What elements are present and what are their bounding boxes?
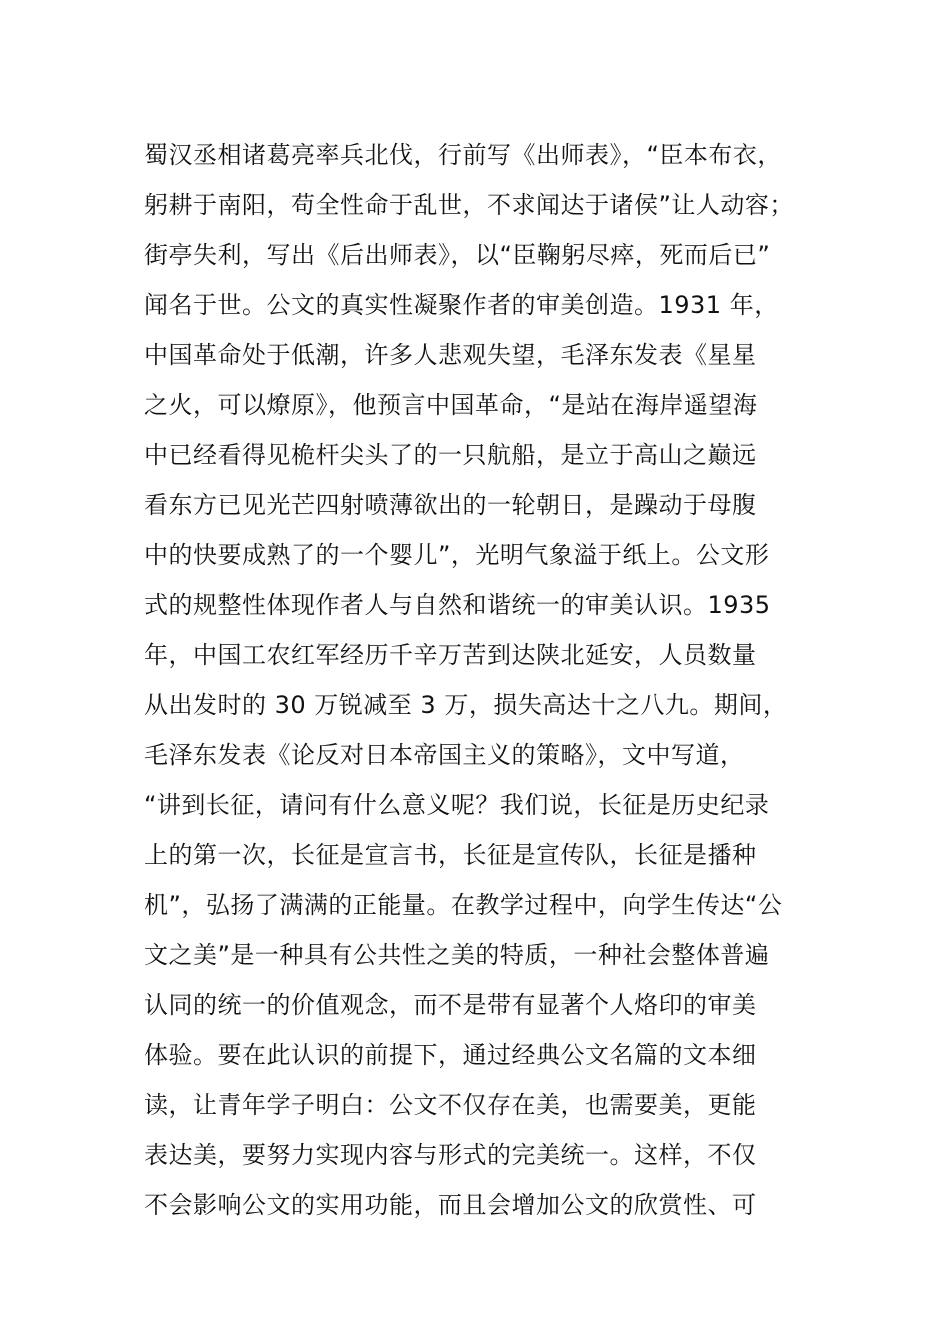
- text-line: 上的第一次，长征是宣言书，长征是宣传队，长征是播种: [144, 841, 757, 869]
- text-line: 读，让青年学子明白：公文不仅存在美，也需要美，更能: [144, 1091, 757, 1119]
- text-line: 表达美，要努力实现内容与形式的完美统一。这样，不仅: [144, 1141, 757, 1169]
- text-line: 闻名于世。公文的真实性凝聚作者的审美创造。1931 年，: [144, 291, 779, 319]
- text-line: 看东方已见光芒四射喷薄欲出的一轮朝日，是躁动于母腹: [144, 491, 757, 519]
- text-line: 街亭失利，写出《后出师表》，以“臣鞠躬尽瘁，死而后已”: [144, 241, 771, 269]
- text-line: 认同的统一的价值观念，而不是带有显著个人烙印的审美: [144, 991, 757, 1019]
- text-line: 之火，可以燎原》，他预言中国革命，“是站在海岸遥望海: [144, 391, 758, 419]
- text-line: 中已经看得见桅杆尖头了的一只航船，是立于高山之巅远: [144, 441, 757, 469]
- text-line: 机”，弘扬了满满的正能量。在教学过程中，向学生传达“公: [144, 891, 783, 919]
- text-line: 蜀汉丞相诸葛亮率兵北伐，行前写《出师表》，“臣本布衣，: [144, 141, 782, 169]
- text-line: 体验。要在此认识的前提下，通过经典公文名篇的文本细: [144, 1041, 757, 1069]
- text-line: 中国革命处于低潮，许多人悲观失望，毛泽东发表《星星: [144, 341, 757, 369]
- text-line: 躬耕于南阳，苟全性命于乱世，不求闻达于诸侯”让人动容；: [144, 191, 794, 219]
- text-line: 中的快要成熟了的一个婴儿”，光明气象溢于纸上。公文形: [144, 541, 770, 569]
- text-line: “讲到长征，请问有什么意义呢？我们说，长征是历史纪录: [144, 791, 770, 819]
- text-line: 文之美”是一种具有公共性之美的特质，一种社会整体普遍: [144, 941, 770, 969]
- text-line: 从出发时的 30 万锐减至 3 万，损失高达十之八九。期间，: [144, 691, 788, 719]
- body-paragraph: [144, 130, 824, 1230]
- text-line: 年，中国工农红军经历千辛万苦到达陕北延安，人员数量: [144, 641, 757, 669]
- text-line: 不会影响公文的实用功能，而且会增加公文的欣赏性、可: [144, 1191, 757, 1219]
- text-line: 式的规整性体现作者人与自然和谐统一的审美认识。1935: [144, 591, 771, 619]
- text-line: 毛泽东发表《论反对日本帝国主义的策略》，文中写道，: [144, 741, 745, 769]
